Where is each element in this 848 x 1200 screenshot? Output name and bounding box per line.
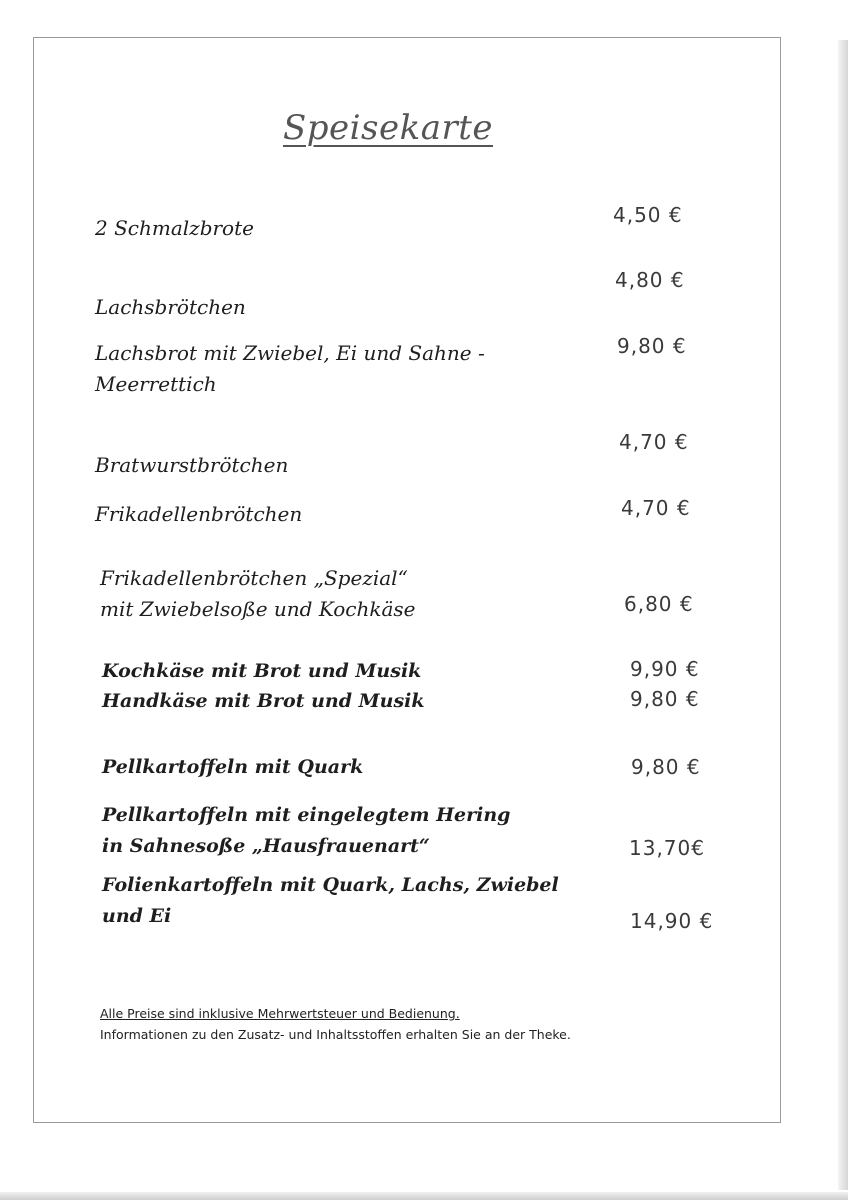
item-price: 13,70€ [629,836,705,860]
item-name-line: Meerrettich [95,372,217,396]
item-price: 6,80 € [624,592,694,616]
footer-allergen-note: Informationen zu den Zusatz- und Inhaltsstoffen erhalten Sie an der Theke. [100,1027,571,1042]
item-name-line: Bratwurstbrötchen [95,453,289,477]
item-name-line: und Ei [102,905,172,927]
item-name-line: Lachsbrötchen [95,295,246,319]
menu-item-pellkartoffeln-quark [102,752,363,783]
item-price: 4,70 € [621,496,691,520]
menu-item-lachsbrot [95,338,485,400]
menu-item-folienkartoffeln [102,870,559,932]
scan-edge-shadow [838,40,848,1190]
menu-item-schmalzbrote [95,213,254,244]
item-price: 9,80 € [631,755,701,779]
item-price: 4,50 € [613,203,683,227]
item-name-line: Handkäse mit Brot und Musik [102,690,425,712]
item-price: 9,80 € [630,687,700,711]
item-name-line: Pellkartoffeln mit eingelegtem Hering [102,804,511,826]
item-name-line: Frikadellenbrötchen „Spezial“ [100,566,408,590]
item-price: 9,90 € [630,657,700,681]
item-name-line: Frikadellenbrötchen [95,502,303,526]
item-name-line: mit Zwiebelsoße und Kochkäse [100,597,416,621]
scan-bottom-shadow [0,1192,848,1200]
menu-item-lachsbroetchen [95,292,246,323]
menu-title: Speisekarte [282,108,494,148]
menu-item-handkaese [102,686,425,717]
item-price: 4,70 € [619,430,689,454]
footer-price-note: Alle Preise sind inklusive Mehrwertsteuer und Bedienung. [100,1006,460,1021]
menu-item-frikadellenbroetchen [95,499,302,530]
item-price: 14,90 € [630,909,714,933]
menu-item-kochkaese [102,656,421,687]
menu-item-frikadellen-spezial [100,563,416,625]
item-name-line: Kochkäse mit Brot und Musik [102,660,422,682]
item-price: 9,80 € [617,334,687,358]
menu-item-bratwurstbroetchen [95,450,288,481]
menu-footer [100,1003,571,1045]
item-name-line: Pellkartoffeln mit Quark [102,756,364,778]
item-name-line: Lachsbrot mit Zwiebel, Ei und Sahne - [95,341,485,365]
menu-item-pellkartoffeln-hering [102,800,510,862]
item-name-line: Folienkartoffeln mit Quark, Lachs, Zwiebel [102,874,559,896]
item-price: 4,80 € [615,268,685,292]
item-name-line: 2 Schmalzbrote [95,216,254,240]
item-name-line: in Sahnesoße „Hausfrauenart“ [102,835,430,857]
